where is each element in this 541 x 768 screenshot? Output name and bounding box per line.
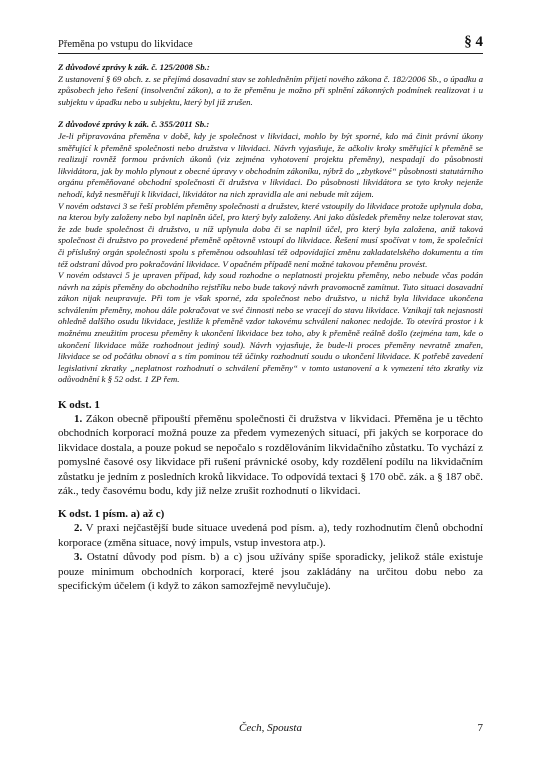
- note-heading: Z důvodové zprávy k zák. č. 355/2011 Sb.:: [58, 119, 210, 130]
- note-paragraph: V novém odstavci 3 se řeší problém přeměny společnosti a družstev, které vstoupily do likvidace protože uplynula doba, na kterou byly založeny nebo byl naplněn účel, pro který byly založeny. Ani jako důsledek přeměny nelze tolerovat stav, že zde bude společnost či družstvo, u níž uplynula doba či se naplnil účel, pro který byla založena, aniž taková společnost či družstvo po provedené přeměně opětovně vstoupí do likvidace. Řešení musí spočívat v tom, že společníci či příslušný orgán společnosti spolu s přeměnou odsouhlasí též odpovídající změnu zakladatelského dokumentu a tím též odstraní důvod pro pokračování likvidace. V opačném případě není možné takovou přeměnu provést.: [58, 200, 483, 269]
- paragraph-text: V praxi nejčastější bude situace uvedená pod písm. a), tedy rozhodnutím členů obchodní korporace (změna situace, nový impuls, vstup investora atp.).: [58, 522, 483, 549]
- paragraph-text: Zákon obecně připouští přeměnu společnosti či družstva v likvidaci. Přeměna je u těchto obchodních korporací možná pouze za předem vymezených situací, při jakých se korporace do likvidace dostala, a pouze pokud se nepočalo s rozdělováním likvidačního zůstatku. To vychází z pomyslné časové osy likvidace při rušení právnické osoby, kdy rozdělení podílu na likvidačním zůstatku je jedním z posledních kroků likvidace. To odpovídá textaci § 170 obč. zák. a § 187 obč. zák., tedy časovému bodu, kdy již nelze zrušit rozhodnutí o likvidaci.: [58, 413, 483, 498]
- paragraph-number: 2.: [74, 522, 83, 535]
- paragraph-number: 1.: [74, 413, 83, 426]
- paragraph-text: Ostatní důvody pod písm. b) a c) jsou užívány spíše sporadicky, jelikož stále existuje pouze minimum obchodních korporací, které jsou zakládány na určitou dobu nebo za specifickým účelem (i když to zákon samozřejmě nevylučuje).: [58, 551, 483, 593]
- footer-authors: Čech, Spousta: [239, 722, 302, 734]
- section-heading: K odst. 1 písm. a) až c): [58, 508, 165, 521]
- note-paragraph: V novém odstavci 5 je upraven případ, kdy soud rozhodne o neplatnosti projektu přeměny, nebo nebude včas podán návrh na zápis přeměny do obchodního rejstříku nebo bude takový návrh pravomocně zamítnut. Tuto situaci dosavadní zákon nijak neupravuje. Při tom je však sporné, zda společnost nebo družstvo, u nichž byla likvidace ukončena schválením přeměny, mohou dále pokračovat ve své činnosti nebo se vracejí do stavu likvidace. Vznikají tak nejasnosti ohledně dalšího osudu likvidace, jestliže k přeměně vzdor takovému schválení nakonec nedojde. To otevírá prostor i k možnému zneužitím procesu přeměny k ukončení likvidace bez toho, aby k přeměně reálně došlo (zejména tam, kde o ukončení likvidace může rozhodnout jediný soud). Návrh vyjasňuje, že bude-li proces přeměny nevratně zmařen, likvidace se od počátku obnoví a s tím pominou též účinky rozhodnutí soudu o ukončení likvidace. K potřebě zavedení legislativní zkratky „neplatnost rozhodnutí o schválení přeměny“ v tomto ustanovení a k vymezení této zkratky viz odůvodnění k § 52 odst. 1 ZP řem.: [58, 270, 483, 385]
- section-mark: § 4: [464, 34, 483, 50]
- page-footer: [58, 722, 483, 738]
- explanatory-note-2: [58, 119, 483, 386]
- note-heading: Z důvodové zprávy k zák. č. 125/2008 Sb.:: [58, 62, 210, 72]
- running-title: Přeměna po vstupu do likvidace: [58, 39, 193, 50]
- commentary-section-odst-1-pism: [58, 507, 483, 593]
- paragraph-number: 3.: [74, 551, 83, 564]
- section-heading: K odst. 1: [58, 399, 100, 412]
- explanatory-note-1: [58, 62, 483, 108]
- page-number: 7: [477, 722, 483, 734]
- commentary-section-odst-1: [58, 398, 483, 498]
- running-header: [58, 33, 483, 54]
- note-paragraph: Je-li připravována přeměna v době, kdy je společnost v likvidaci, mohlo by být sporné, kdo má činit právní úkony směřující k přeměně společnosti nebo družstva v likvidaci. Návrh vyjasňuje, že ačkoliv kroky směřující k přeměně se realizují rovněž formou právních úkonů (viz zejména vyhotovení projektu přeměny), nespadají do působnosti likvidátora, jak by mohlo plynout z obecné úpravy v obchodním zákoníku, nýbrž do „zbytkové“ působnosti statutárního orgánu přeměňované obchodní společnosti či družstva v likvidaci. Do působnosti likvidátora se tyto kroky nejenže nehodí, když nesměřují k likvidaci, likvidátor na nich zpravidla ale ani nebude mít zájem.: [58, 130, 483, 199]
- commentary-paragraph: [58, 412, 483, 498]
- commentary-paragraph: [58, 521, 483, 550]
- note-paragraph: Z ustanovení § 69 obch. z. se přejímá dosavadní stav se zohledněním přijetí nového zákona č. 182/2006 Sb., o úpadku a způsobech jeho řešení (insolvenční zákon), a to že přeměnu je možno při splnění zákonných podmínek realizovat i u subjektu v úpadku nebo u subjektu, který byl již zrušen.: [58, 73, 483, 107]
- page-content: [58, 62, 483, 594]
- commentary-paragraph: [58, 550, 483, 593]
